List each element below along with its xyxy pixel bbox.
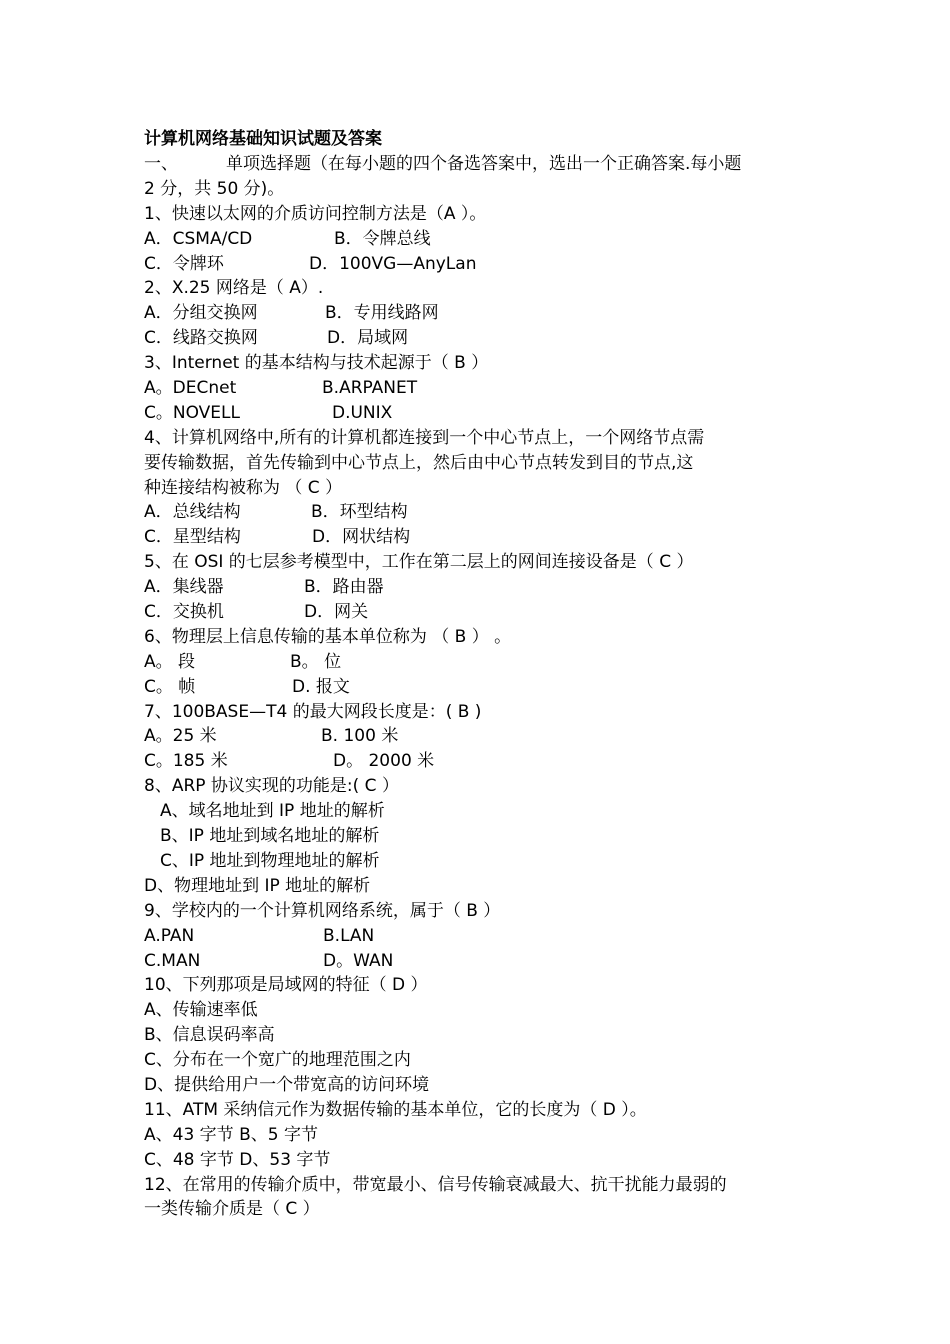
question-line: 2、X.25 网络是（ A）.: [144, 278, 324, 299]
question-line: 1、快速以太网的介质访问控制方法是（A ）。: [144, 203, 487, 224]
question-line: 12、在常用的传输介质中，带宽最小、信号传输衰减最大、抗干扰能力最弱的: [144, 1174, 727, 1195]
option-row: [144, 575, 824, 600]
option-row: [144, 376, 824, 401]
section-number: 一、: [144, 154, 178, 174]
option-left: A．总线结构: [144, 502, 241, 523]
option-row: [144, 650, 824, 675]
question-line: D、物理地址到 IP 地址的解析: [144, 875, 371, 896]
option-left: C．交换机: [144, 602, 224, 623]
option-left: C。 帧: [144, 676, 196, 697]
question-line: 10、下列那项是局域网的特征（ D ）: [144, 975, 428, 996]
question-line: D、提供给用户一个带宽高的访问环境: [144, 1074, 430, 1095]
question-line: 9、学校内的一个计算机网络系统，属于（ B ）: [144, 900, 501, 921]
option-row: [144, 525, 824, 550]
question-line: 3、Internet 的基本结构与技术起源于（ B ）: [144, 353, 489, 374]
option-left: A。25 米: [144, 726, 217, 747]
question-line: C、分布在一个宽广的地理范围之内: [144, 1050, 411, 1071]
question-line: 6、物理层上信息传输的基本单位称为 （ B ） 。: [144, 626, 512, 647]
document-title: 计算机网络基础知识试题及答案: [144, 129, 382, 149]
option-right: B. 100 米: [321, 726, 399, 747]
document-content: [144, 127, 824, 1222]
option-row: [144, 949, 824, 974]
question-list: [144, 202, 824, 1223]
option-left: C．星型结构: [144, 527, 241, 548]
option-right: B。 位: [290, 651, 342, 672]
option-line: C、IP 地址到物理地址的解析: [160, 850, 380, 871]
option-row: [144, 301, 824, 326]
option-left: C．令牌环: [144, 253, 224, 274]
option-left: C。NOVELL: [144, 402, 240, 423]
option-right: B．令牌总线: [334, 228, 431, 249]
question-line: 一类传输介质是（ C ）: [144, 1199, 320, 1220]
question-line: C、48 字节 D、53 字节: [144, 1149, 331, 1170]
option-row: [144, 675, 824, 700]
option-line: B、IP 地址到域名地址的解析: [160, 826, 380, 847]
option-row: [144, 227, 824, 252]
option-row: [144, 252, 824, 277]
question-line: 7、100BASE—T4 的最大网段长度是：( B ): [144, 701, 482, 722]
option-left: C.MAN: [144, 950, 201, 971]
option-right: D．网关: [304, 602, 369, 623]
question-line: 5、在 OSI 的七层参考模型中，工作在第二层上的网间连接设备是（ C ）: [144, 552, 694, 573]
option-right: D。WAN: [323, 950, 394, 971]
question-line: 要传输数据，首先传输到中心节点上，然后由中心节点转发到目的节点,这: [144, 452, 694, 473]
option-left: C。185 米: [144, 751, 228, 772]
option-right: D.UNIX: [332, 402, 393, 423]
question-line: 4、计算机网络中,所有的计算机都连接到一个中心节点上，一个网络节点需: [144, 427, 705, 448]
option-right: B.ARPANET: [322, 378, 418, 399]
option-row: [144, 749, 824, 774]
question-line: 11、ATM 采纳信元作为数据传输的基本单位，它的长度为（ D ）。: [144, 1099, 647, 1120]
option-left: A．集线器: [144, 577, 224, 598]
option-left: A.PAN: [144, 925, 195, 946]
option-row: [144, 600, 824, 625]
section-heading-text: 单项选择题（在每小题的四个备选答案中，选出一个正确答案.每小题: [226, 154, 742, 174]
option-left: A．CSMA/CD: [144, 228, 253, 249]
option-left: A．分组交换网: [144, 303, 258, 324]
option-right: D。 2000 米: [333, 751, 435, 772]
option-right: D. 报文: [292, 676, 350, 697]
option-right: B．环型结构: [311, 502, 408, 523]
question-line: A、43 字节 B、5 字节: [144, 1124, 318, 1145]
question-line: 8、ARP 协议实现的功能是:( C ）: [144, 776, 399, 797]
option-right: B．专用线路网: [325, 303, 439, 324]
option-right: D．100VG—AnyLan: [309, 253, 477, 274]
question-line: 种连接结构被称为 （ C ）: [144, 477, 343, 498]
question-line: B、信息误码率高: [144, 1025, 275, 1046]
option-row: [144, 500, 824, 525]
option-left: A。DECnet: [144, 378, 237, 399]
option-right: D．网状结构: [312, 527, 411, 548]
option-row: [144, 924, 824, 949]
section-heading-cont: 2 分，共 50 分)。: [144, 178, 285, 199]
option-line: A、域名地址到 IP 地址的解析: [160, 801, 385, 822]
section-heading: [144, 152, 824, 177]
question-line: A、传输速率低: [144, 1000, 258, 1021]
option-left: A。 段: [144, 651, 196, 672]
option-right: B．路由器: [304, 577, 384, 598]
option-right: B.LAN: [323, 925, 375, 946]
option-left: C．线路交换网: [144, 328, 258, 349]
option-row: [144, 326, 824, 351]
option-row: [144, 401, 824, 426]
option-right: D．局域网: [327, 328, 409, 349]
option-row: [144, 724, 824, 749]
